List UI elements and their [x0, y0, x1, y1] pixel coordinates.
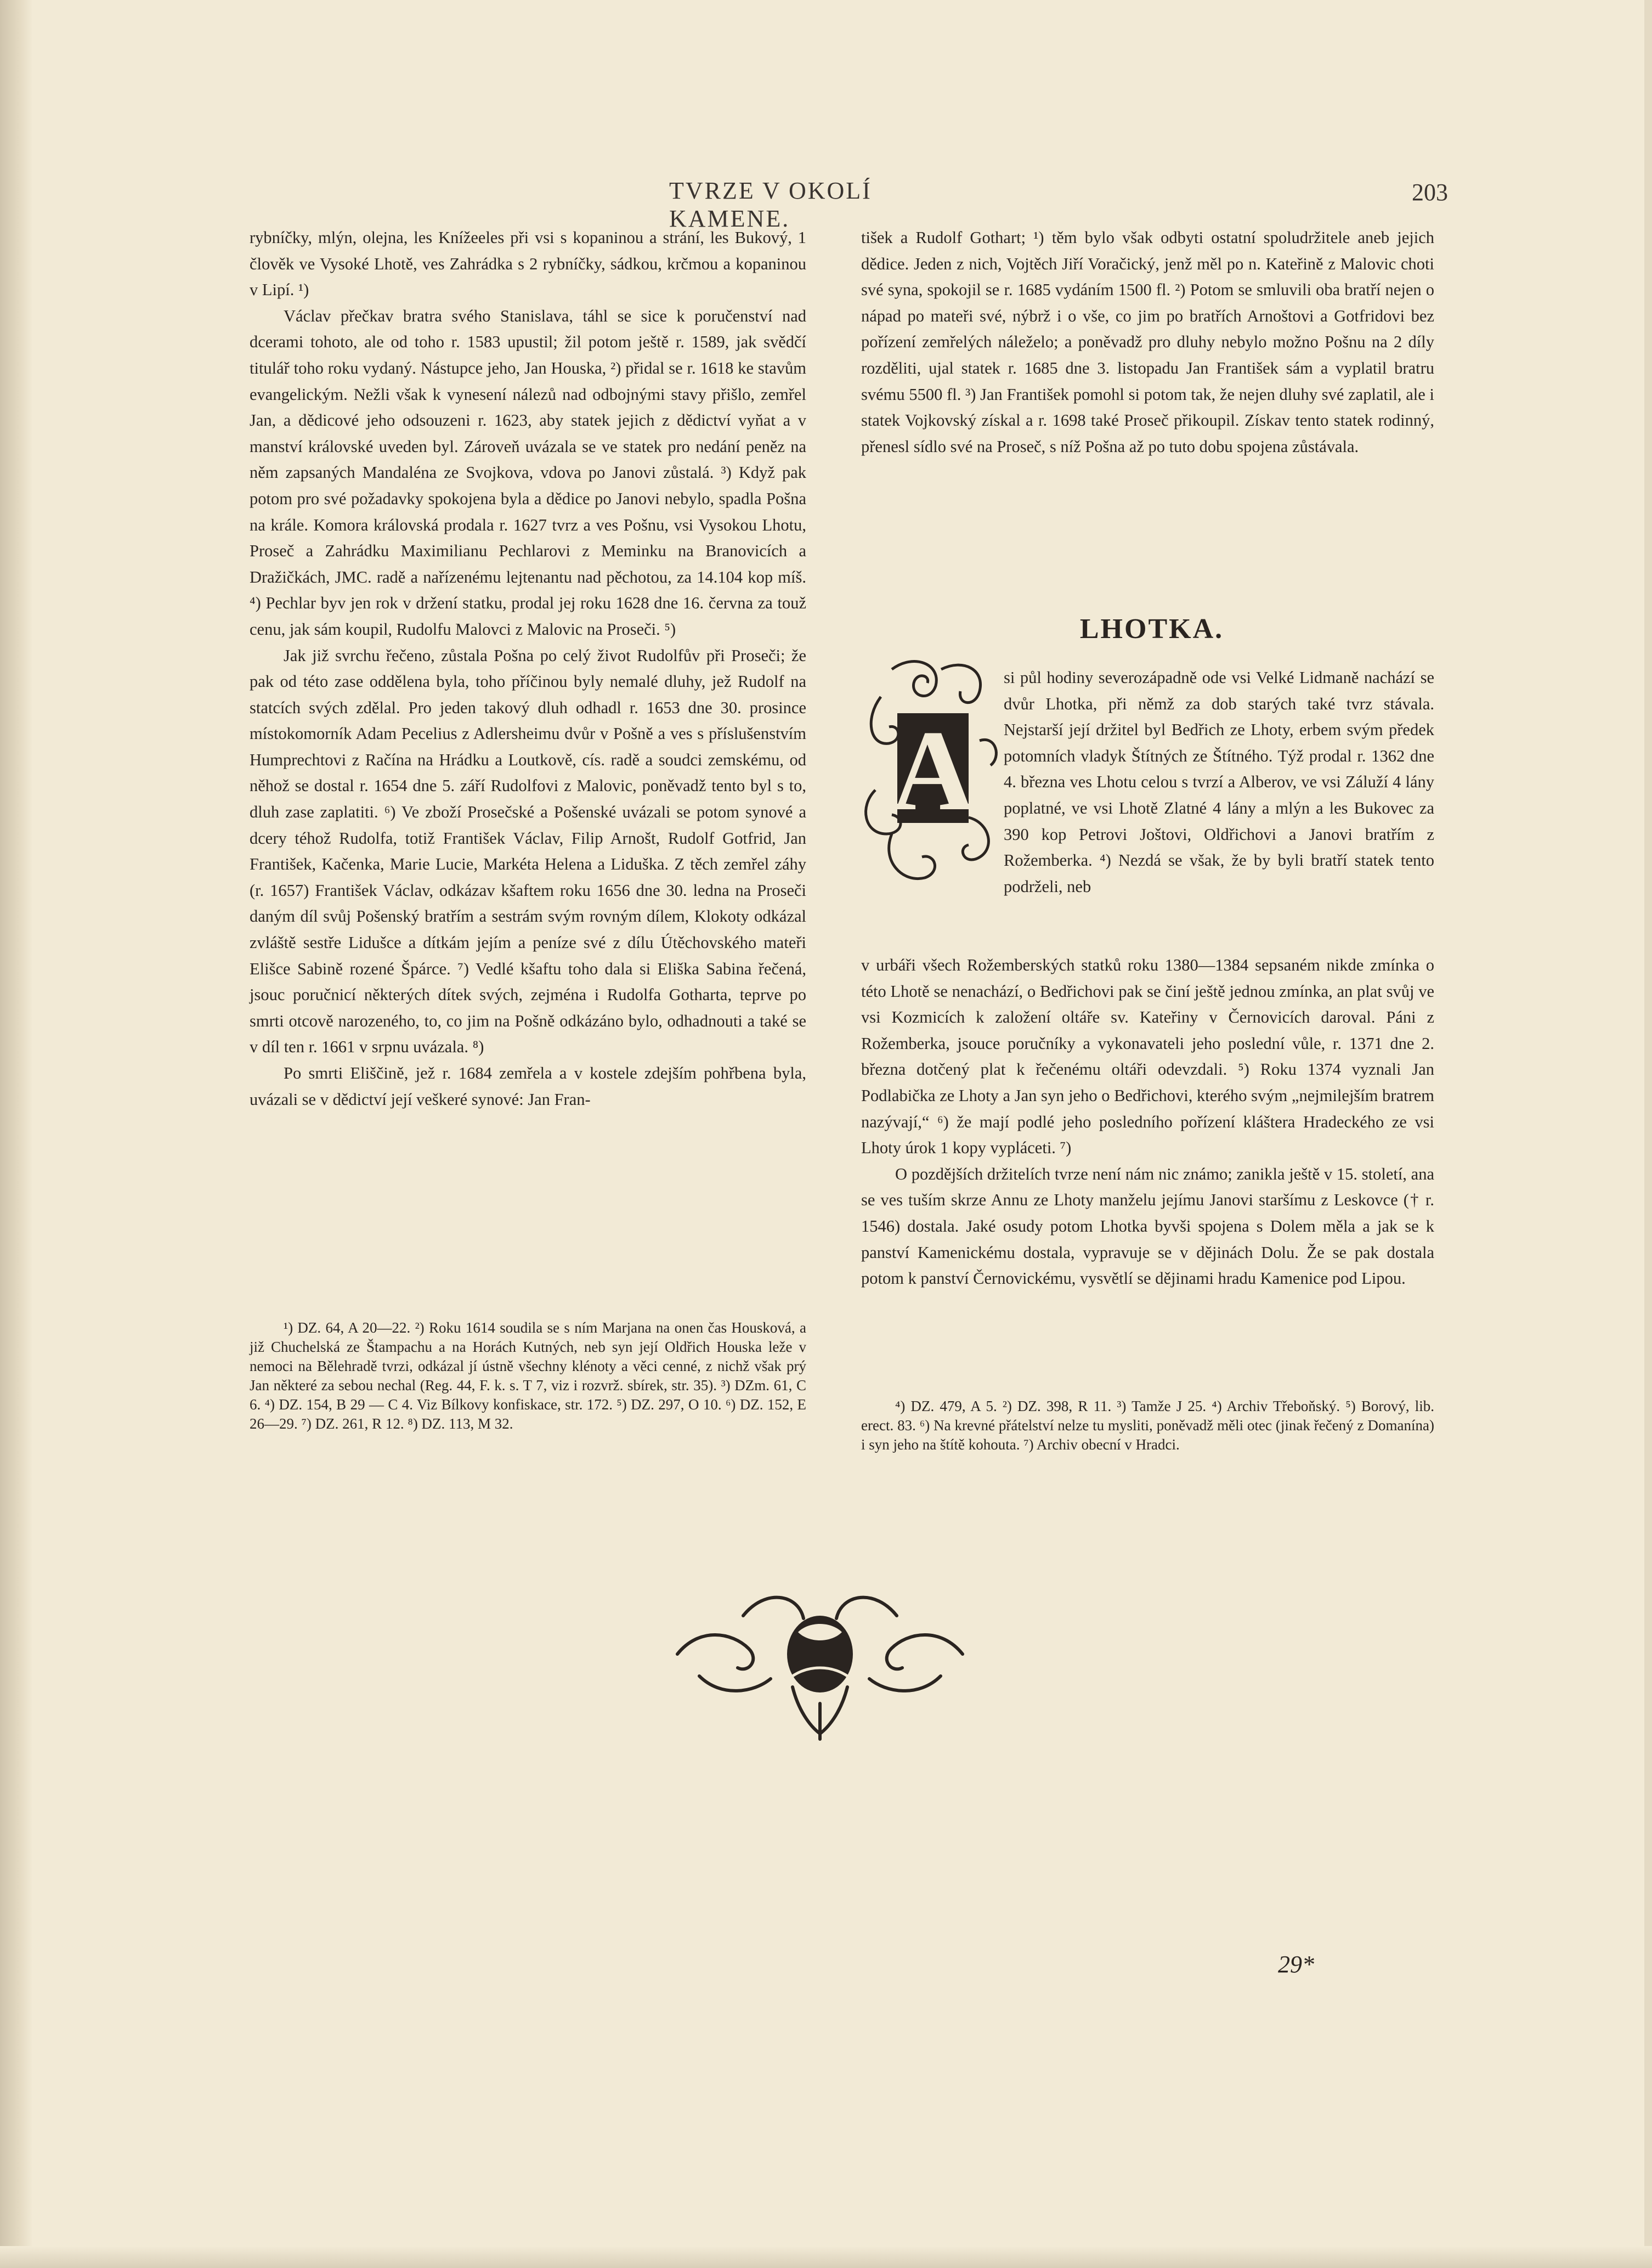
signature-mark: 29* — [1278, 1951, 1314, 1978]
right-column — [861, 225, 1434, 460]
left-column — [250, 225, 806, 1113]
lhotka-paragraph-2: O pozdějších držitelích tvrze není nám nic známo; zanikla ještě v 15. století, ana se ves tuším skrze Annu ze Lhoty manželu jejímu Janovi staršímu z Leskovce († r. 1546) dostala. Jaké osudy potom Lhotka byvši spojena s Dolem měla a jak se k panství Kamenickému dostala, vypravuje se v dějinách Dolu. Že se pak dostala potom k panství Černovickému, vysvětlí se dějinami hradu Kamenice pod Lipou. — [861, 1164, 1434, 1288]
lhotka-paragraph-1: v urbáři všech Rožemberských statků roku 1380—1384 sepsaném nikde zmínka o této Lhotě se nenachází, o Bedřichovi pak se činí ještě jednou zmínka, an plat svůj ve vsi Kozmicích k založení oltáře sv. Kateřiny v Černovicích daroval. Páni z Rožemberka, jsouce poručníky a vykonavateli jeho poslední vůle, r. 1371 dne 2. března dotčený plat k řečenému oltáři odevzdali. ⁵) Roku 1374 vyznali Jan Podlabička ze Lhoty a Jan syn jeho o Bedřichovi, kterého svým „nejmilejším bratrem nazývají,“ ⁶) že mají podlé jeho posledního pořízení kláštera Hradeckého ze vsi Lhoty úrok 1 kopy vypláceti. ⁷) — [861, 956, 1434, 1158]
page-binding-shadow — [0, 0, 33, 2268]
page-number: 203 — [1412, 179, 1448, 206]
decorated-initial-letter — [859, 653, 1003, 889]
lhotka-body — [861, 952, 1434, 1292]
right-footnotes: ⁴) DZ. 479, A 5. ²) DZ. 398, R 11. ³) Tamže J 25. ⁴) Archiv Třeboňský. ⁵) Borový, lib. erect. 83. ⁶) Na krevné přátelství nelze tu mysliti, poněvadž měli otec (jinak řečený z Domanína) i syn jeho na štítě kohouta. ⁷) Archiv obecní v Hradci. — [861, 1398, 1434, 1453]
left-footnotes: ¹) DZ. 64, A 20—22. ²) Roku 1614 soudila se s ním Marjana na onen čas Housková, a již Chuchelská ze Štampachu a na Horách Kutných, neb syn její Oldřich Houska leže v nemoci na Bělehradě tvrzi, odkázal jí ústně všechny klénoty a věci cenné, z nichž však prý Jan některé za sebou nechal (Reg. 44, F. k. s. T 7, viz i rozvrž. sbírek, str. 35). ³) DZm. 61, C 6. ⁴) DZ. 154, B 29 — C 4. Viz Bílkovy konfiskace, str. 172. ⁵) DZ. 297, O 10. ⁶) DZ. 152, E 26—29. ⁷) DZ. 261, R 12. ⁸) DZ. 113, M 32. — [250, 1319, 806, 1432]
lhotka-opening-text: si půl hodiny severozápadně ode vsi Velké Lidmaně nachází se dvůr Lhotka, při němž za dob starých také tvrz stávala. Nejstarší její držitel byl Bedřich ze Lhoty, erbem svým předek potomních vladyk Štítných ze Štítného. Týž prodal r. 1362 dne 4. března ves Lhotu celou s tvrzí a Alberov, ve vsi Záluží 4 lány poplatné, ve vsi Lhotě Zlatné 4 lány a mlýn a les Bukovec za 390 kop Petrovi Joštovi, Oldřichovi a Janovi bratřím z Rožemberka. ⁴) Nezdá se však, že by byli bratří statek tento podrželi, neb — [1004, 668, 1434, 896]
left-paragraph-4: Po smrti Eliščině, jež r. 1684 zemřela a v kostele zdejším pohřbena byla, uvázali se v dědictví její veškeré synové: Jan Fran- — [250, 1064, 806, 1109]
left-paragraph-2: Václav přečkav bratra svého Stanislava, táhl se sice k poručenství nad dcerami tohoto, ale od toho r. 1583 upustil; žil potom ještě r. 1589, jak svědčí titulář toho roku vydaný. Nástupce jeho, Jan Houska, ²) přidal se r. 1618 ke stavům evangelickým. Nežli však k vynesení nálezů nad odbojnými stavy přišlo, zemřel Jan, a dědicové jeho odsouzeni r. 1623, aby statek jejich z dědictví vyňat a v manství královské uveden byl. Zároveň uvázala se ve statek pro nedání peněz na něm zapsaných Mandaléna ze Svojkova, vdova po Janovi zůstalá. ³) Když pak potom pro své požadavky spokojena byla a dědice po Janovi nebylo, spadla Pošna na krále. Komora královská prodala r. 1627 tvrz a ves Pošnu, vsi Vysokou Lhotu, Proseč a Zahrádku Maximilianu Pechlarovi z Meminku na Branovicích a Dražičkách, JMC. radě a nařízenému lejtenantu nad pěchotou, za 14.104 kop míš. ⁴) Pechlar byv jen rok v držení statku, prodal jej roku 1628 dne 16. června za touž cenu, jak sám koupil, Rudolfu Malovci z Malovic na Proseči. ⁵) — [250, 306, 806, 639]
running-head: TVRZE V OKOLÍ KAMENE. — [669, 177, 872, 232]
section-title: LHOTKA. — [1079, 613, 1224, 645]
left-paragraph-1: rybníčky, mlýn, olejna, les Knížeeles při vsi s kopaninou a strání, les Bukový, 1 člověk ve Vysoké Lhotě, ves Zahrádka s 2 rybníčky, sádkou, krčmou a kopaninou v Lipí. ¹) — [250, 228, 806, 300]
right-paragraph-1: tišek a Rudolf Gothart; ¹) těm bylo však odbyti ostatní spoludržitele aneb jejich dědice. Jeden z nich, Vojtěch Jiří Voračický, jenž měl po n. Kateřině z Malovic choti své syna, spokojil se r. 1685 vydáním 1500 fl. ²) Potom se smluvili oba bratří nejen o nápad po mateři své, nýbrž i o vše, co jim po bratřích Arnoštovi a Gotfridovi bez pořízení zemřelých náleželo; a poněvadž pro dluhy nebylo možno Pošnu na 2 díly rozděliti, ujal statek r. 1685 dne 3. listopadu Jan František sám a vyplatil bratru svému 5500 fl. ³) Jan František pomohl si potom tak, že nejen dluhy své zaplatil, ale i statek Vojkovský získal a r. 1698 také Proseč přikoupil. Získav tento statek rodinný, přenesl sídlo své na Proseč, s níž Pošna až po tuto dobu spojena zůstávala. — [861, 228, 1434, 456]
tailpiece-ornament — [666, 1566, 974, 1742]
page-right-edge — [1644, 0, 1652, 2268]
initial-letter-glyph: A — [891, 707, 975, 834]
page-bottom-edge — [0, 2246, 1652, 2268]
left-paragraph-3: Jak již svrchu řečeno, zůstala Pošna po celý život Rudolfův při Proseči; že pak od této zase oddělena byla, toho příčinou byly nemalé dluhy, jež Rudolf na statcích svých zdělal. Pro jeden takový dluh odhadl r. 1653 dne 30. prosince místokomorník Adam Pecelius z Adlersheimu dvůr v Pošně a ves s příslušenstvím Humprechtovi z Račína na Hrádku a Loutkově, cís. radě a soudci zemskému, od něhož se dostal r. 1654 dne 5. září Rudolfovi z Malovic, poněvadž tento byl s to, dluh zase zaplatiti. ⁶) Ve zboží Prosečské a Pošenské uvázali se potom synové a dcery téhož Rudolfa, totiž František Václav, Filip Arnošt, Rudolf Gotfrid, Jan František, Kačenka, Marie Lucie, Markéta Helena a Liduška. Z těch zemřel záhy (r. 1657) František Václav, odkázav kšaftem roku 1656 dne 30. ledna na Proseči daným díl svůj Pošenský bratřím a sestrám svým rovným dílem, Klokoty odkázal zvláště sestře Lidušce a dítkám jejím a peníze své z dílu Útěchovského mateři Elišce Sabině rozené Špárce. ⁷) Vedlé kšaftu toho dala si Eliška Sabina řečená, jsouc poručnicí některých dítek svých, zejména i Rudolfa Gotharta, teprve po smrti otcově narozeného, to, co jim na Pošně odkázáno bylo, odhadnouti a také se v díl ten r. 1661 v srpnu uvázala. ⁸) — [250, 646, 806, 1057]
